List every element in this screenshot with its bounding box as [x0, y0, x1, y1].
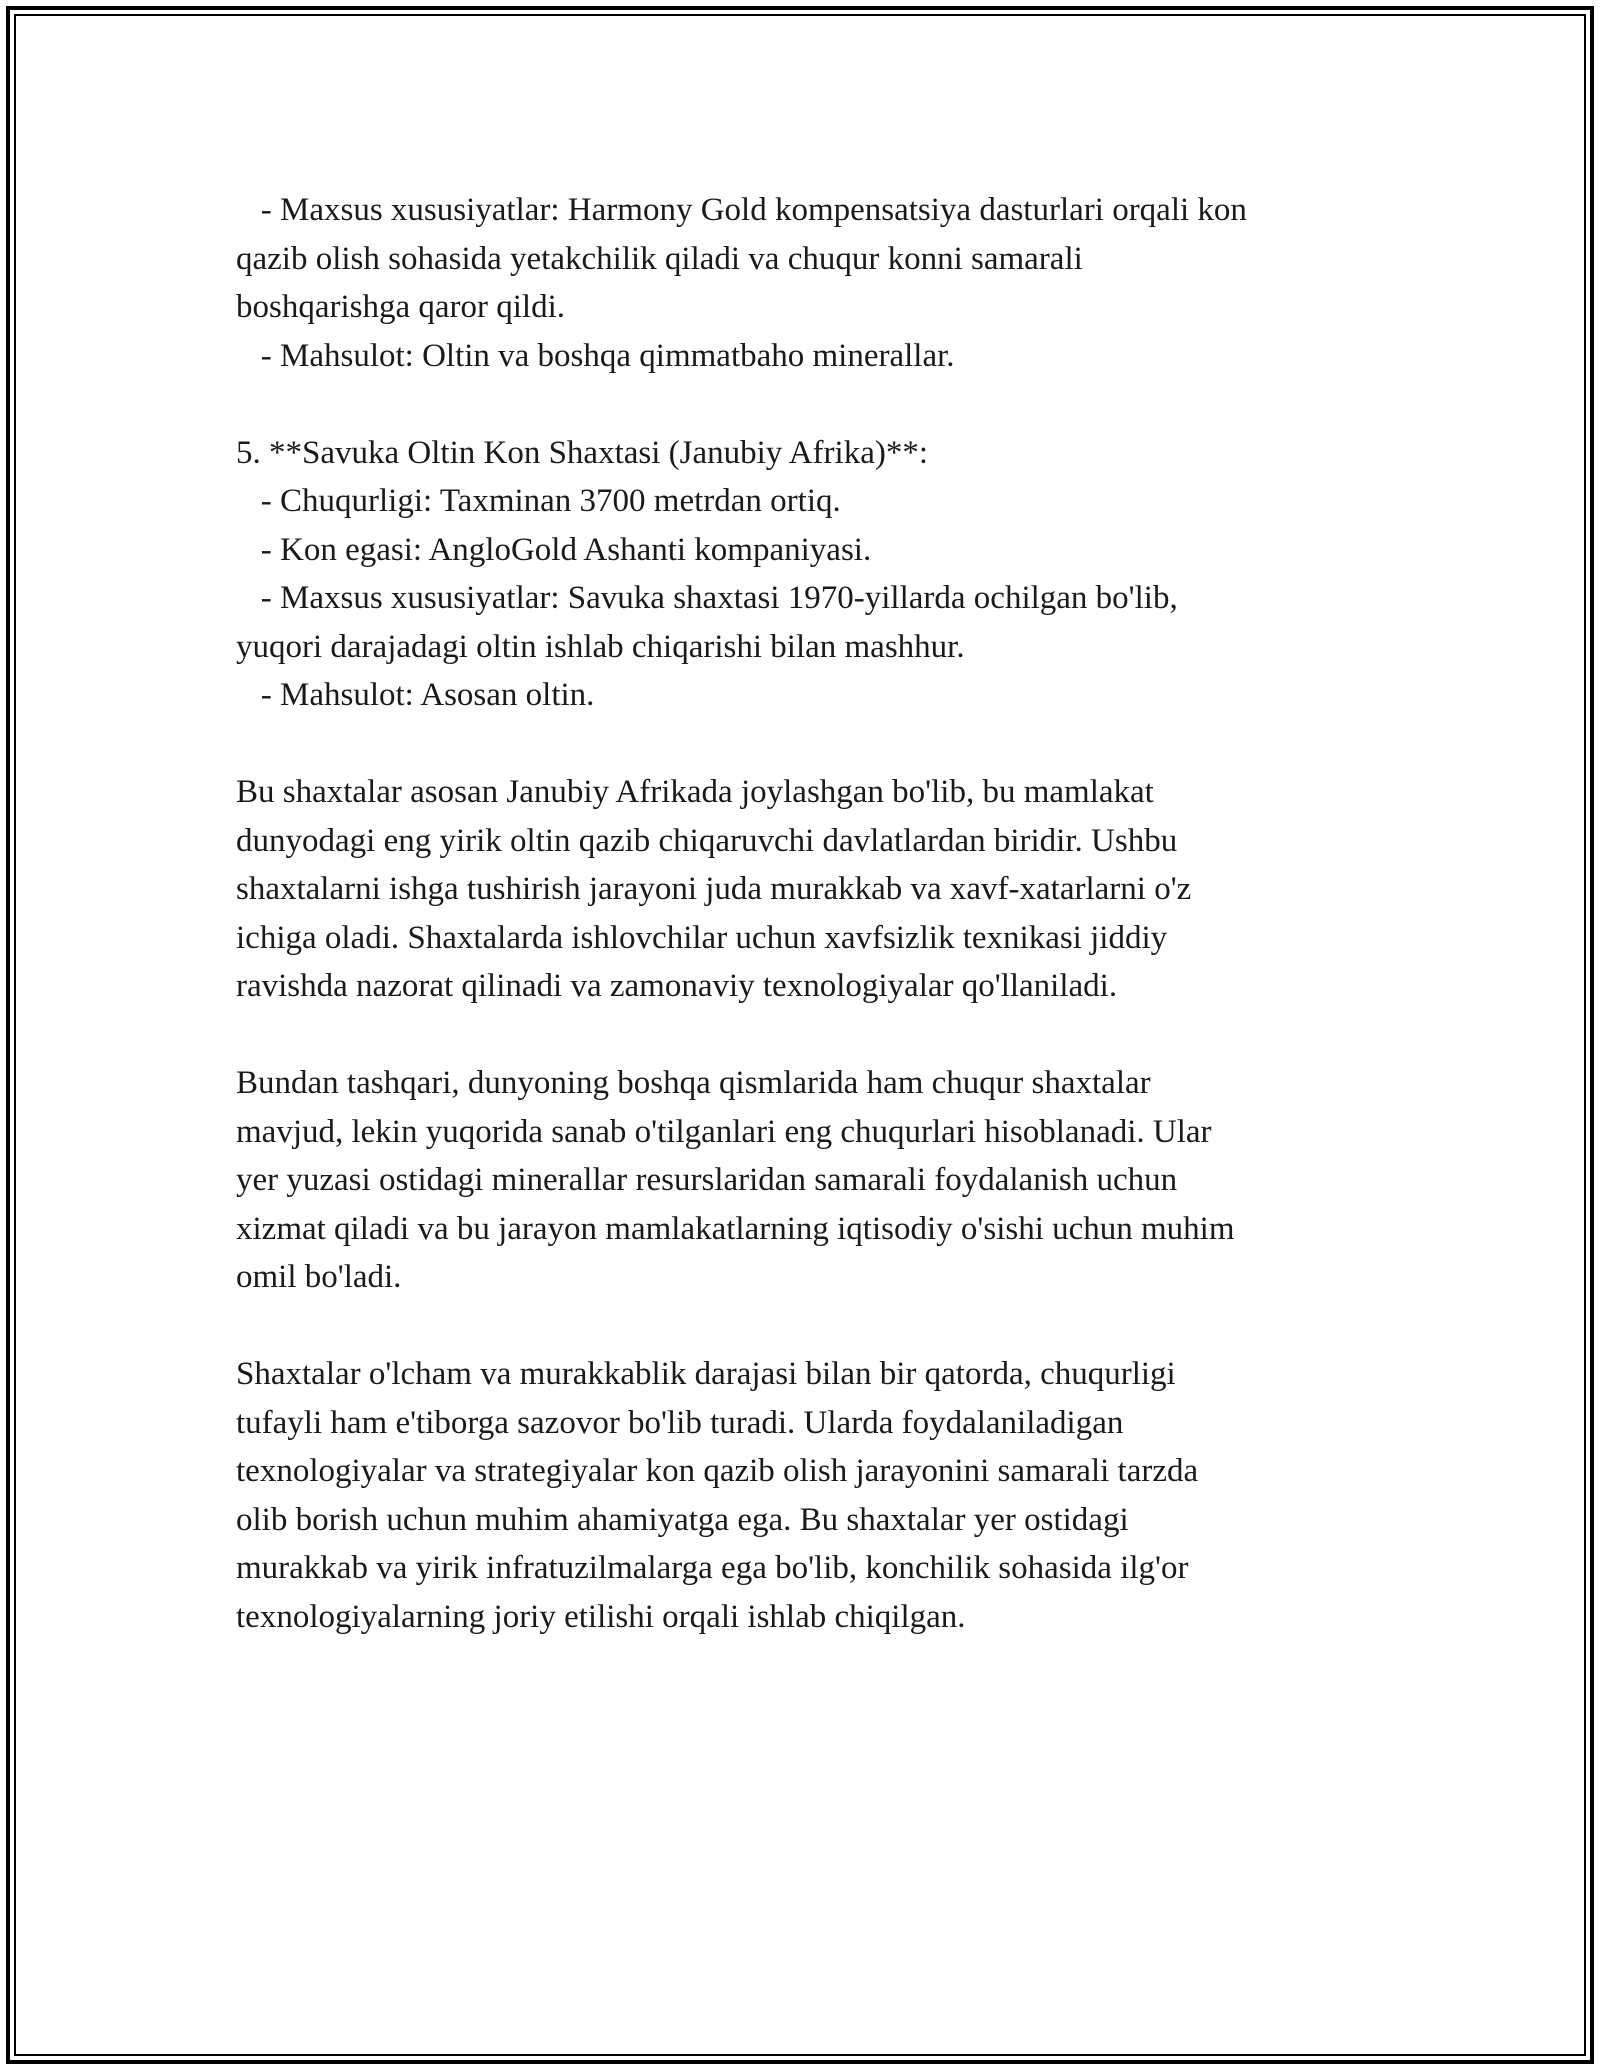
paragraph-conclusion: [236, 1350, 1376, 1641]
text-line: shaxtalarni ishga tushirish jarayoni juda murakkab va xavf-xatarlarni o'z: [236, 871, 1192, 907]
text-line: - Maxsus xususiyatlar: Savuka shaxtasi 1970-yillarda ochilgan bo'lib,: [236, 580, 1178, 616]
text-line: ravishda nazorat qilinadi va zamonaviy texnologiyalar qo'llaniladi.: [236, 968, 1118, 1004]
text-line: texnologiyalar va strategiyalar kon qazib olish jarayonini samarali tarzda: [236, 1453, 1199, 1489]
list-item-savuka: [236, 429, 1376, 720]
text-line: boshqarishga qaror qildi.: [236, 289, 566, 325]
text-line: - Maxsus xususiyatlar: Harmony Gold kompensatsiya dasturlari orqali kon: [236, 192, 1247, 228]
text-line: omil bo'ladi.: [236, 1259, 402, 1295]
text-line: - Chuqurligi: Taxminan 3700 metrdan ortiq.: [236, 483, 841, 519]
text-line: mavjud, lekin yuqorida sanab o'tilganlari eng chuqurlari hisoblanadi. Ular: [236, 1113, 1212, 1150]
text-line: - Kon egasi: AngloGold Ashanti kompaniyasi.: [236, 531, 872, 568]
text-line: tufayli ham e'tiborga sazovor bo'lib turadi. Ularda foydalaniladigan: [236, 1404, 1124, 1441]
text-line: qazib olish sohasida yetakchilik qiladi va chuqur konni samarali: [236, 240, 1083, 277]
text-line: xizmat qiladi va bu jarayon mamlakatlarning iqtisodiy o'sishi uchun muhim: [236, 1210, 1235, 1247]
text-line: Shaxtalar o'lcham va murakkablik darajasi bilan bir qatorda, chuqurligi: [236, 1356, 1176, 1392]
paragraph-other-mines: [236, 1059, 1376, 1302]
text-line: dunyodagi eng yirik oltin qazib chiqaruvchi davlatlardan biridir. Ushbu: [236, 822, 1178, 859]
text-line: yuqori darajadagi oltin ishlab chiqarishi bilan mashhur.: [236, 628, 965, 665]
text-line: ichiga oladi. Shaxtalarda ishlovchilar uchun xavfsizlik texnikasi jiddiy: [236, 919, 1168, 956]
paragraph-south-africa: [236, 768, 1376, 1011]
text-line: Bundan tashqari, dunyoning boshqa qismlarida ham chuqur shaxtalar: [236, 1065, 1151, 1101]
text-line: - Mahsulot: Asosan oltin.: [236, 677, 595, 713]
document-body: [236, 186, 1376, 1690]
list-item-heading: 5. **Savuka Oltin Kon Shaxtasi (Janubiy Afrika)**:: [236, 434, 929, 471]
text-line: - Mahsulot: Oltin va boshqa qimmatbaho minerallar.: [236, 337, 955, 374]
text-line: olib borish uchun muhim ahamiyatga ega. Bu shaxtalar yer ostidagi: [236, 1501, 1129, 1538]
text-line: texnologiyalarning joriy etilishi orqali ishlab chiqilgan.: [236, 1598, 966, 1635]
text-line: murakkab va yirik infratuzilmalarga ega bo'lib, konchilik sohasida ilg'or: [236, 1550, 1189, 1586]
text-line: Bu shaxtalar asosan Janubiy Afrikada joylashgan bo'lib, bu mamlakat: [236, 774, 1154, 810]
paragraph-harmony-gold-details: [236, 186, 1376, 380]
text-line: yer yuzasi ostidagi minerallar resurslaridan samarali foydalanish uchun: [236, 1162, 1178, 1198]
